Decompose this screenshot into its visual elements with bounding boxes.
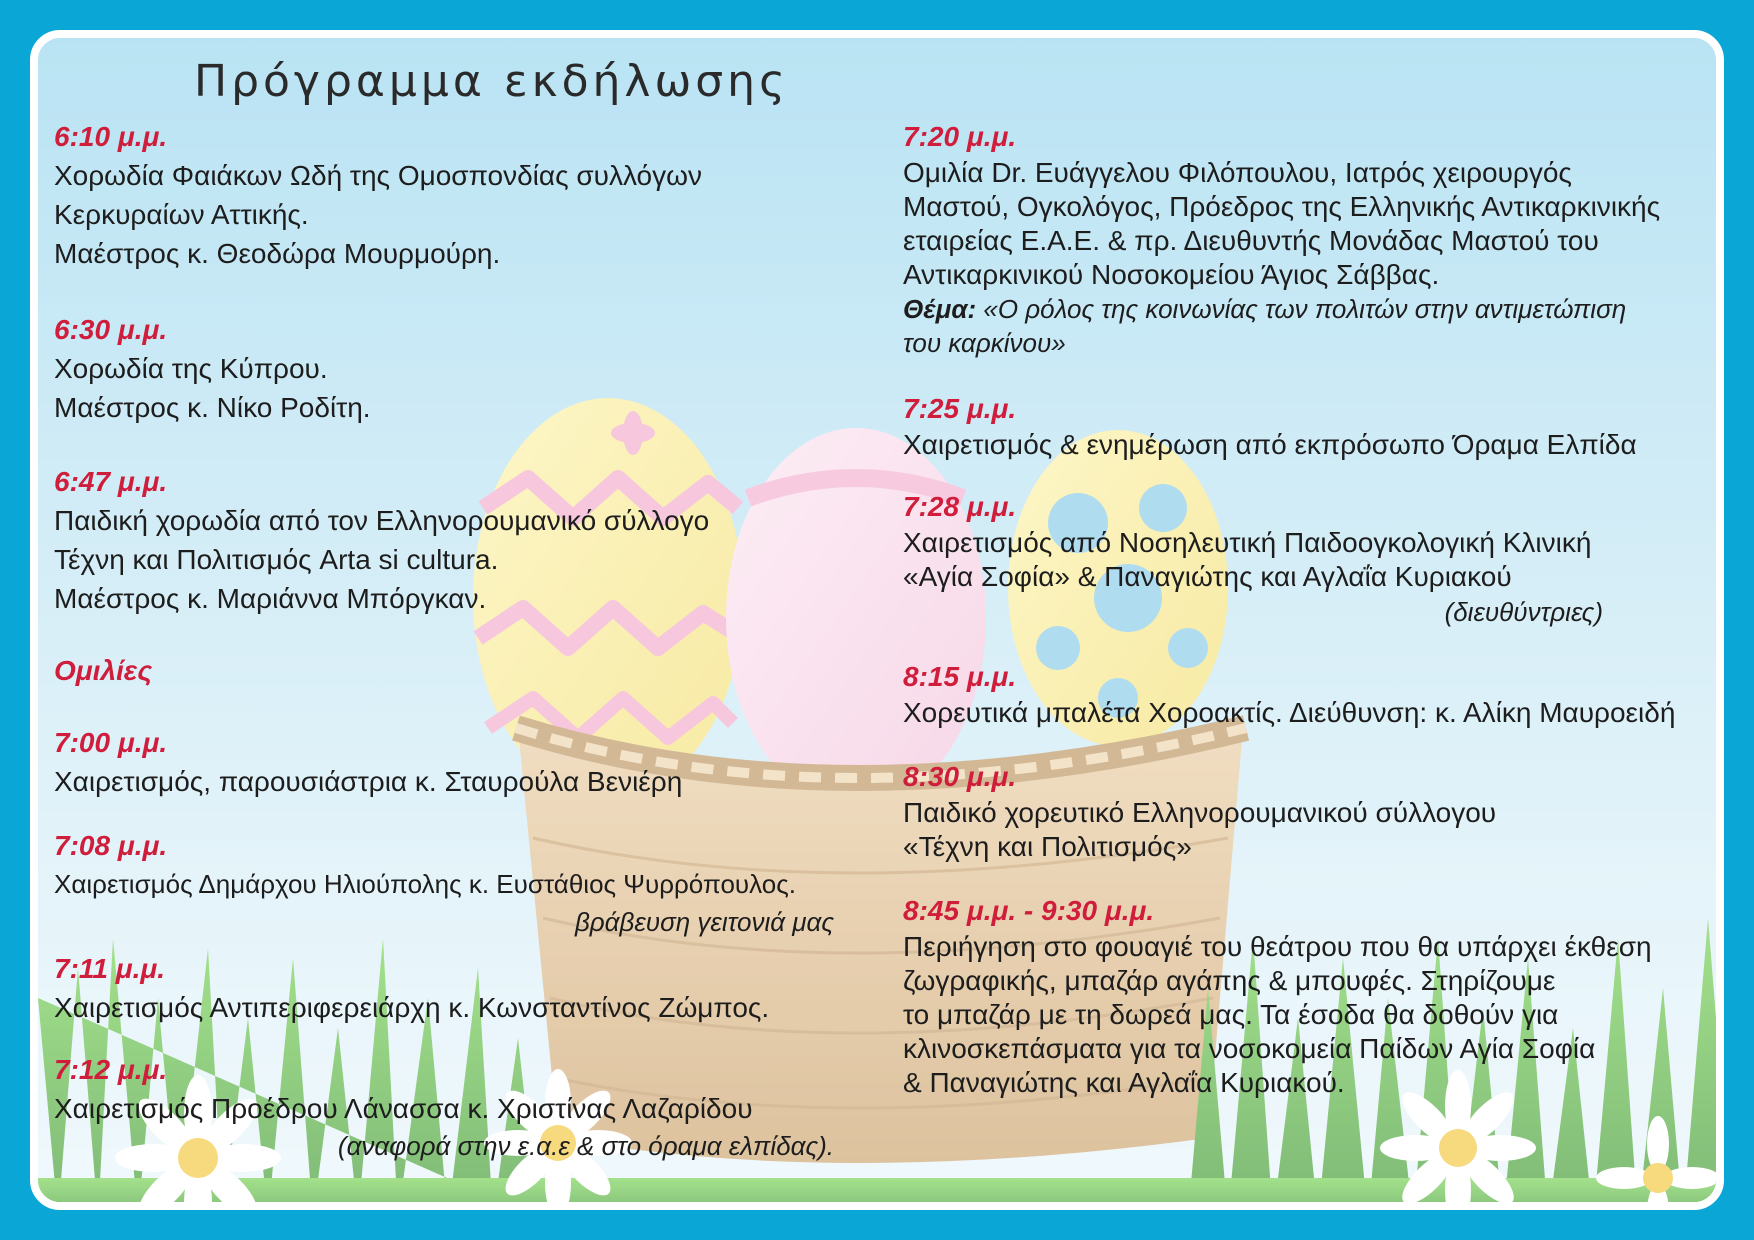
entry-time: 6:10 μ.μ. [54, 121, 168, 152]
speech-theme-continued: του καρκίνου» [903, 328, 1066, 358]
entry-line: Χορωδία Φαιάκων Ωδή της Ομοσπονδίας συλλόγων [54, 160, 702, 191]
entry-line: Μαέστρος κ. Θεοδώρα Μουρμούρη. [54, 238, 501, 269]
entry-time: 8:15 μ.μ. [903, 661, 1017, 692]
right-column [903, 118, 1723, 1100]
schedule-entry [54, 950, 834, 1027]
entry-line: Χαιρετισμός Αντιπεριφερειάρχη κ. Κωνσταντίνος Ζώμπος. [54, 992, 770, 1023]
schedule-entry [54, 1051, 834, 1164]
theme-label: Θέμα: [903, 294, 977, 324]
schedule-entry [903, 390, 1723, 462]
schedule-entry [903, 758, 1723, 864]
schedule-entry [54, 827, 834, 940]
entry-line: εταιρείας Ε.Α.Ε. & πρ. Διευθυντής Μονάδας Μαστού του [903, 225, 1599, 256]
entry-note: βράβευση γειτονιά μας [574, 907, 834, 937]
schedule-entry [54, 311, 834, 427]
entry-line: Χαιρετισμός από Νοσηλευτική Παιδοογκολογική Κλινική [903, 527, 1592, 558]
theme-text: «Ο ρόλος της κοινωνίας των πολιτών στην αντιμετώπιση [983, 294, 1627, 324]
entry-time: 7:28 μ.μ. [903, 491, 1017, 522]
entry-time: 8:30 μ.μ. [903, 761, 1017, 792]
entry-time: 7:00 μ.μ. [54, 727, 168, 758]
schedule-entry [903, 488, 1723, 630]
entry-time: 6:30 μ.μ. [54, 314, 168, 345]
entry-line: Παιδικό χορευτικό Ελληνορουμανικού σύλλογου [903, 797, 1497, 828]
entry-note: (διευθύντριες) [1444, 597, 1603, 627]
entry-line: κλινοσκεπάσματα για τα νοσοκομεία Παίδων Αγία Σοφία [903, 1033, 1596, 1064]
entry-line: Χαιρετισμός Δημάρχου Ηλιούπολης κ. Ευστάθιος Ψυρρόπουλος. [54, 869, 796, 899]
entry-line: Χορωδία της Κύπρου. [54, 353, 328, 384]
program-content [38, 38, 1716, 1202]
section-heading-speeches: Ομιλίες [54, 655, 153, 686]
speech-theme [903, 292, 1723, 326]
entry-line: Μαστού, Ογκολόγος, Πρόεδρος της Ελληνικής Αντικαρκινικής [903, 191, 1661, 222]
entry-line: ζωγραφικής, μπαζάρ αγάπης & μπουφές. Στηρίζουμε [903, 965, 1556, 996]
entry-line: Χορευτικά μπαλέτα Χοροακτίς. Διεύθυνση: κ. Αλίκη Μαυροειδή [903, 697, 1676, 728]
entry-line: Αντικαρκινικού Νοσοκομείου Άγιος Σάββας. [903, 259, 1440, 290]
entry-line: Περιήγηση στο φουαγιέ του θεάτρου που θα υπάρχει έκθεση [903, 931, 1652, 962]
entry-line: το μπαζάρ με τη δωρεά μας. Τα έσοδα θα δοθούν για [903, 999, 1559, 1030]
schedule-entry [903, 658, 1723, 730]
entry-line: Μαέστρος κ. Νίκο Ροδίτη. [54, 392, 371, 423]
entry-line: Χαιρετισμός & ενημέρωση από εκπρόσωπο Όραμα Ελπίδα [903, 429, 1637, 460]
entry-note: (αναφορά στην ε.α.ε & στο όραμα ελπίδας). [337, 1131, 834, 1161]
schedule-entry [903, 118, 1723, 360]
entry-time: 7:11 μ.μ. [54, 953, 166, 984]
schedule-entry [54, 724, 834, 801]
entry-time: 7:25 μ.μ. [903, 393, 1017, 424]
entry-time: 7:12 μ.μ. [54, 1054, 168, 1085]
entry-line: Ομιλία Dr. Ευάγγελου Φιλόπουλου, Ιατρός χειρουργός [903, 157, 1572, 188]
entry-line: Τέχνη και Πολιτισμός Arta si cultura. [54, 544, 499, 575]
entry-line: Χαιρετισμός, παρουσιάστρια κ. Σταυρούλα Βενιέρη [54, 766, 683, 797]
entry-time: 8:45 μ.μ. - 9:30 μ.μ. [903, 895, 1155, 926]
entry-time: 7:08 μ.μ. [54, 830, 168, 861]
entry-line: «Τέχνη και Πολιτισμός» [903, 831, 1192, 862]
entry-line: «Αγία Σοφία» & Παναγιώτης και Αγλαΐα Κυριακού [903, 561, 1512, 592]
entry-line: Κερκυραίων Αττικής. [54, 199, 309, 230]
schedule-entry [903, 892, 1723, 1100]
entry-time: 7:20 μ.μ. [903, 121, 1017, 152]
entry-line: & Παναγιώτης και Αγλαΐα Κυριακού. [903, 1067, 1345, 1098]
page-title: Πρόγραμμα εκδήλωσης [194, 56, 789, 107]
schedule-entry [54, 118, 834, 273]
entry-line: Παιδική χορωδία από τον Ελληνορουμανικό σύλλογο [54, 505, 710, 536]
left-column [54, 118, 834, 1164]
entry-line: Μαέστρος κ. Μαριάννα Μπόργκαν. [54, 583, 487, 614]
program-card [30, 30, 1724, 1210]
entry-time: 6:47 μ.μ. [54, 466, 168, 497]
entry-line: Χαιρετισμός Προέδρου Λάνασσα κ. Χριστίνας Λαζαρίδου [54, 1093, 753, 1124]
schedule-entry [54, 463, 834, 618]
